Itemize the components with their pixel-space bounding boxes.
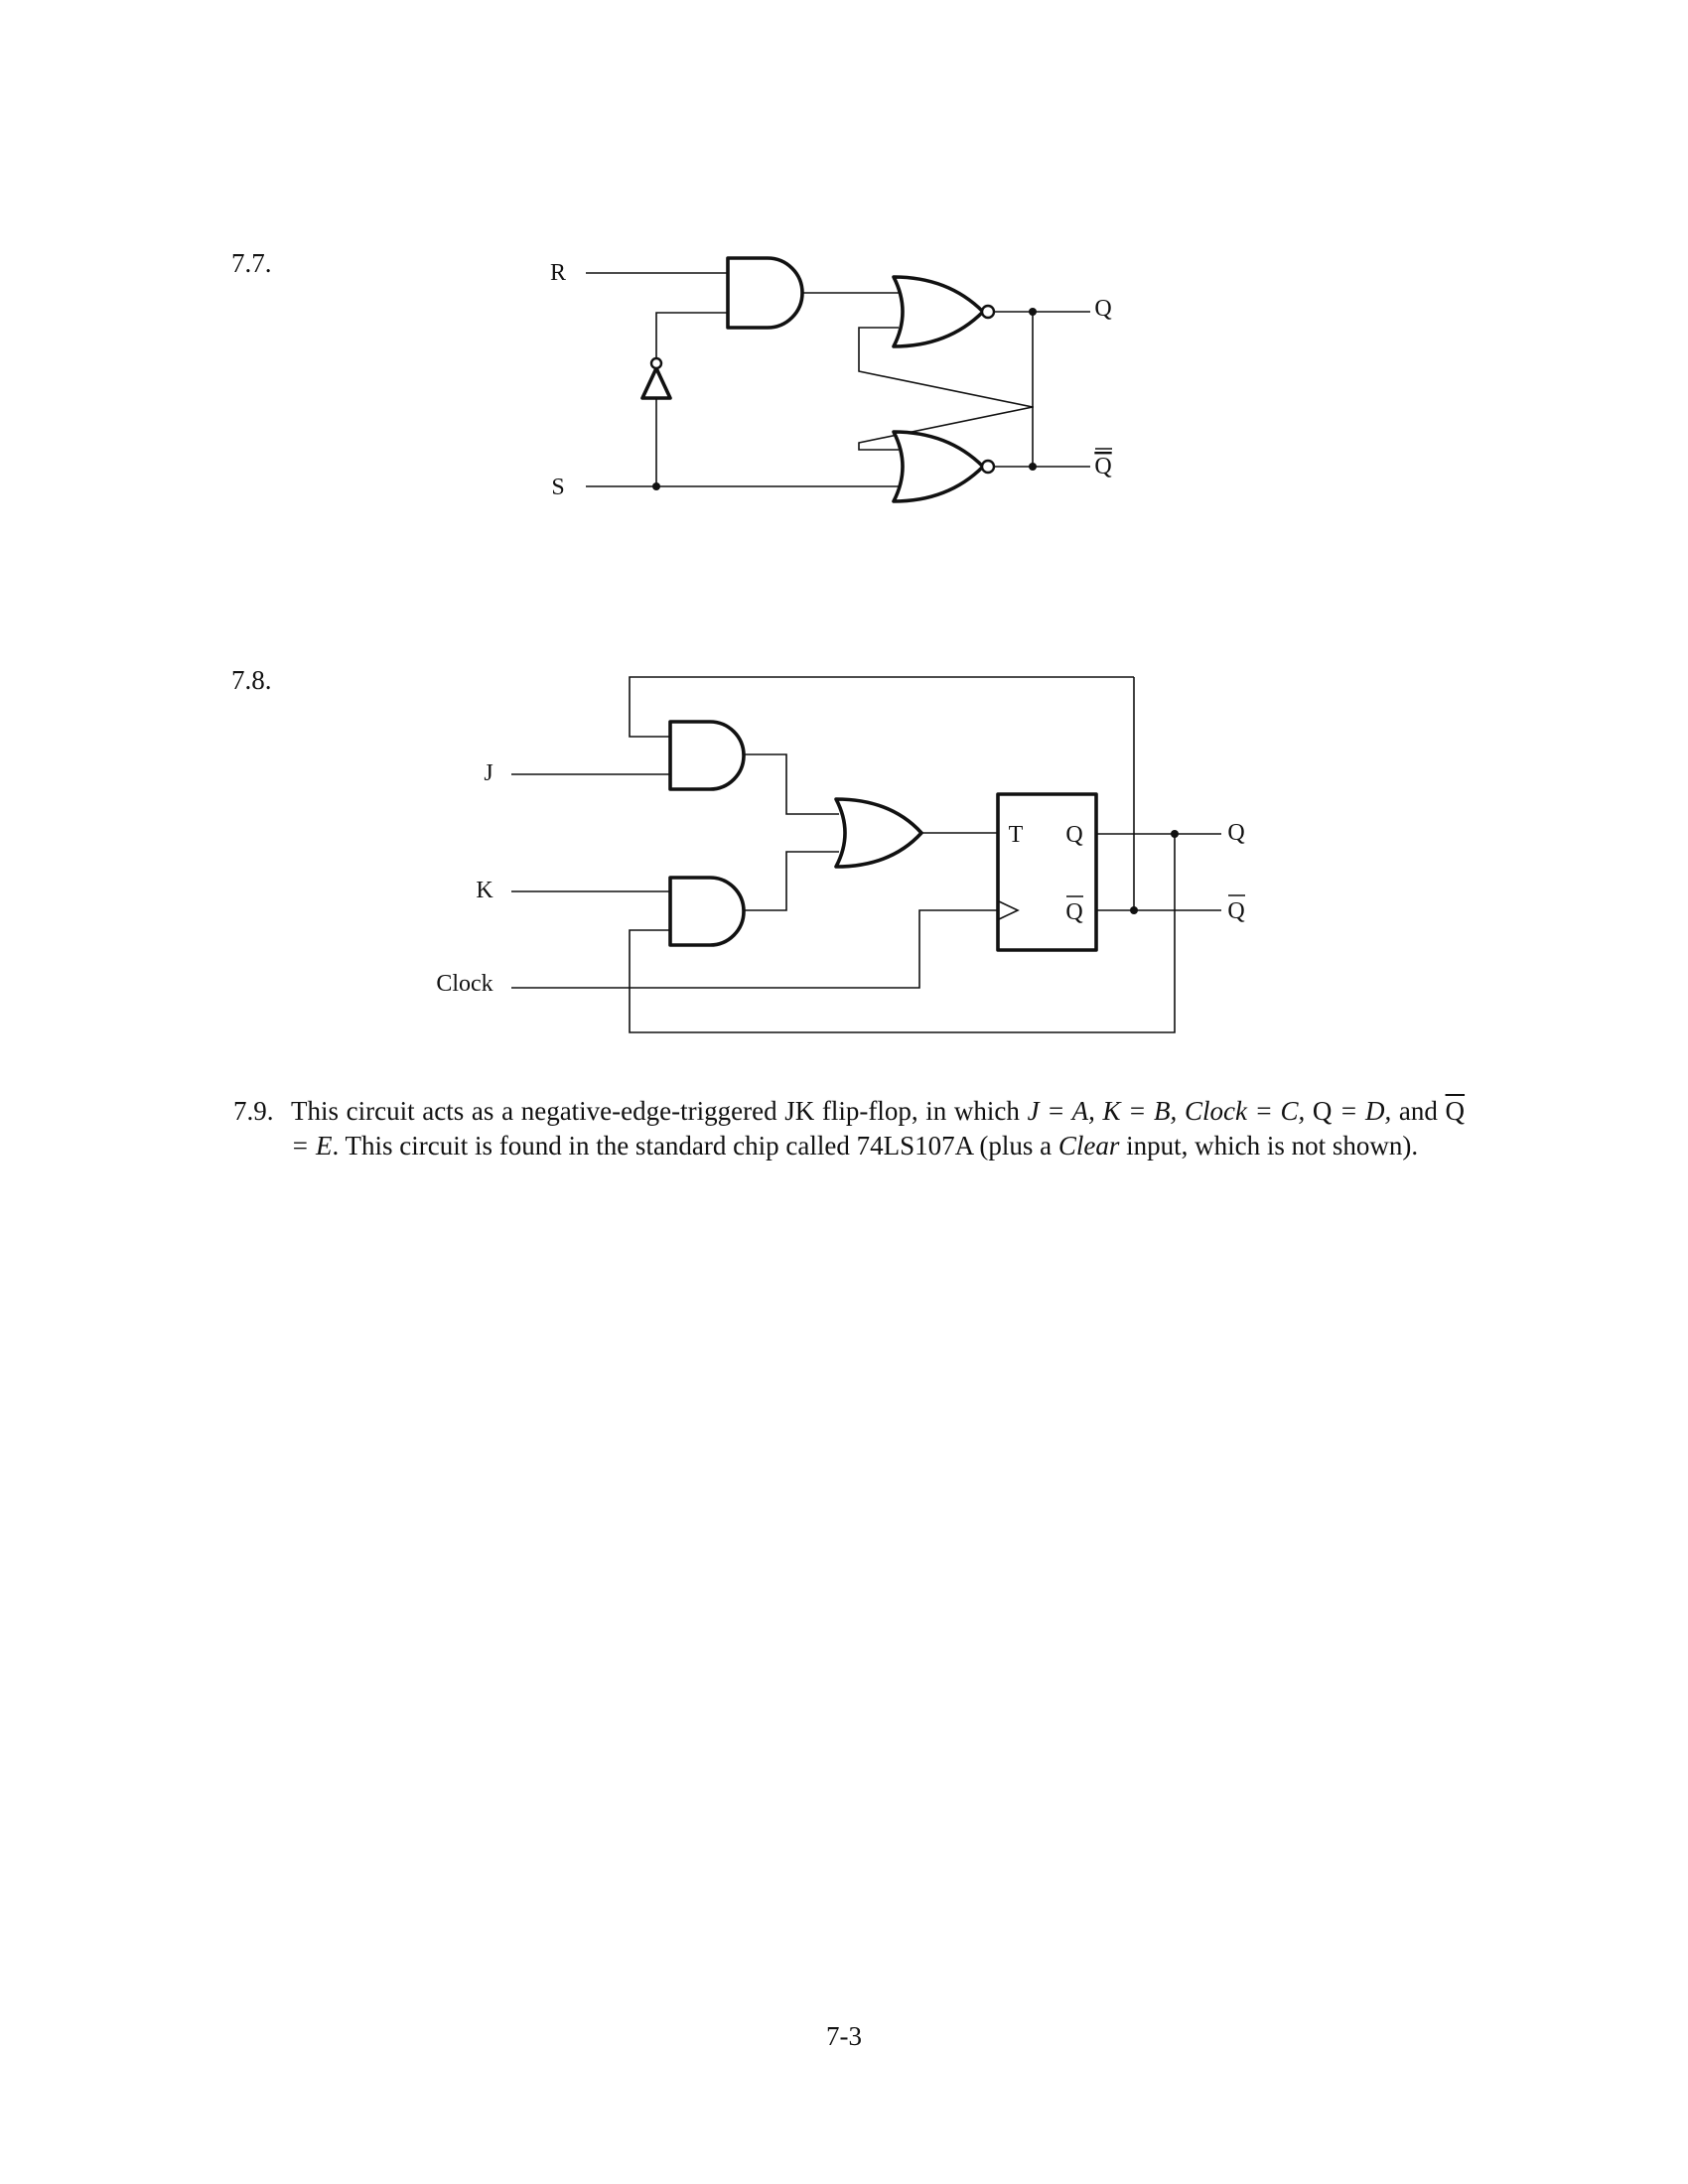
wire-and-bottom-to-or <box>745 852 839 910</box>
page-number: 7-3 <box>826 2021 862 2051</box>
nor-gate-top <box>894 277 983 346</box>
t-flip-flop <box>998 794 1096 950</box>
equation-c: = C, <box>1246 1096 1313 1126</box>
label-k: K <box>476 878 493 903</box>
equation-jk: J = A, K = B, <box>1027 1096 1185 1126</box>
equation-d: = D, <box>1332 1096 1392 1126</box>
junction <box>1130 906 1138 914</box>
label-qbar: Q <box>1094 454 1112 479</box>
label-q-internal: Q <box>1065 822 1083 848</box>
junction <box>1029 463 1037 471</box>
label-q-out: Q <box>1227 820 1245 846</box>
text-segment: input, which is not shown). <box>1119 1131 1419 1160</box>
equation-e: = E <box>291 1131 333 1160</box>
label-qbar-out: Q <box>1227 898 1245 924</box>
diagram-7-8 <box>436 677 1245 1032</box>
label-r: R <box>549 260 567 286</box>
text-segment: and <box>1398 1096 1446 1126</box>
label-j: J <box>484 760 493 786</box>
wire-inverter-to-and <box>656 313 730 364</box>
nor-gate-top-bubble <box>982 306 994 318</box>
not-gate <box>642 368 670 398</box>
junction <box>1171 830 1179 838</box>
qbar-symbol: $\overline{Q}$ <box>1445 1096 1466 1126</box>
nor-gate-bottom-bubble <box>982 461 994 473</box>
problem-number-7-8: 7.8. <box>231 665 272 695</box>
label-qbar-internal: Q <box>1065 899 1083 925</box>
label-clock: Clock <box>436 971 493 997</box>
problem-7-9 <box>233 1094 1465 1163</box>
text-segment: This circuit acts as a negative-edge-triggered JK flip-flop, in which <box>291 1096 1028 1126</box>
problem-number-7-9: 7.9. <box>233 1096 274 1126</box>
clock-word: Clock <box>1184 1096 1247 1126</box>
diagram-7-7 <box>550 258 1112 501</box>
text-segment: . This circuit is found in the standard chip called 74LS107A (plus a <box>332 1131 1058 1160</box>
not-gate-bubble <box>651 358 661 368</box>
q-symbol: Q <box>1312 1096 1333 1126</box>
label-t: T <box>1008 822 1024 848</box>
problem-number-7-7: 7.7. <box>231 248 272 278</box>
problem-7-9-text <box>291 1094 1465 1163</box>
or-gate <box>836 799 921 867</box>
wire-clock <box>511 910 998 988</box>
junction <box>652 482 660 490</box>
label-s: S <box>551 475 565 500</box>
wire-and-top-to-or <box>745 754 839 814</box>
nor-gate-bottom <box>894 432 983 501</box>
and-gate <box>728 258 802 328</box>
junction <box>1029 308 1037 316</box>
label-q: Q <box>1094 296 1112 322</box>
clear-word: Clear <box>1057 1131 1120 1160</box>
and-gate-top <box>670 722 744 789</box>
and-gate-bottom <box>670 878 744 945</box>
